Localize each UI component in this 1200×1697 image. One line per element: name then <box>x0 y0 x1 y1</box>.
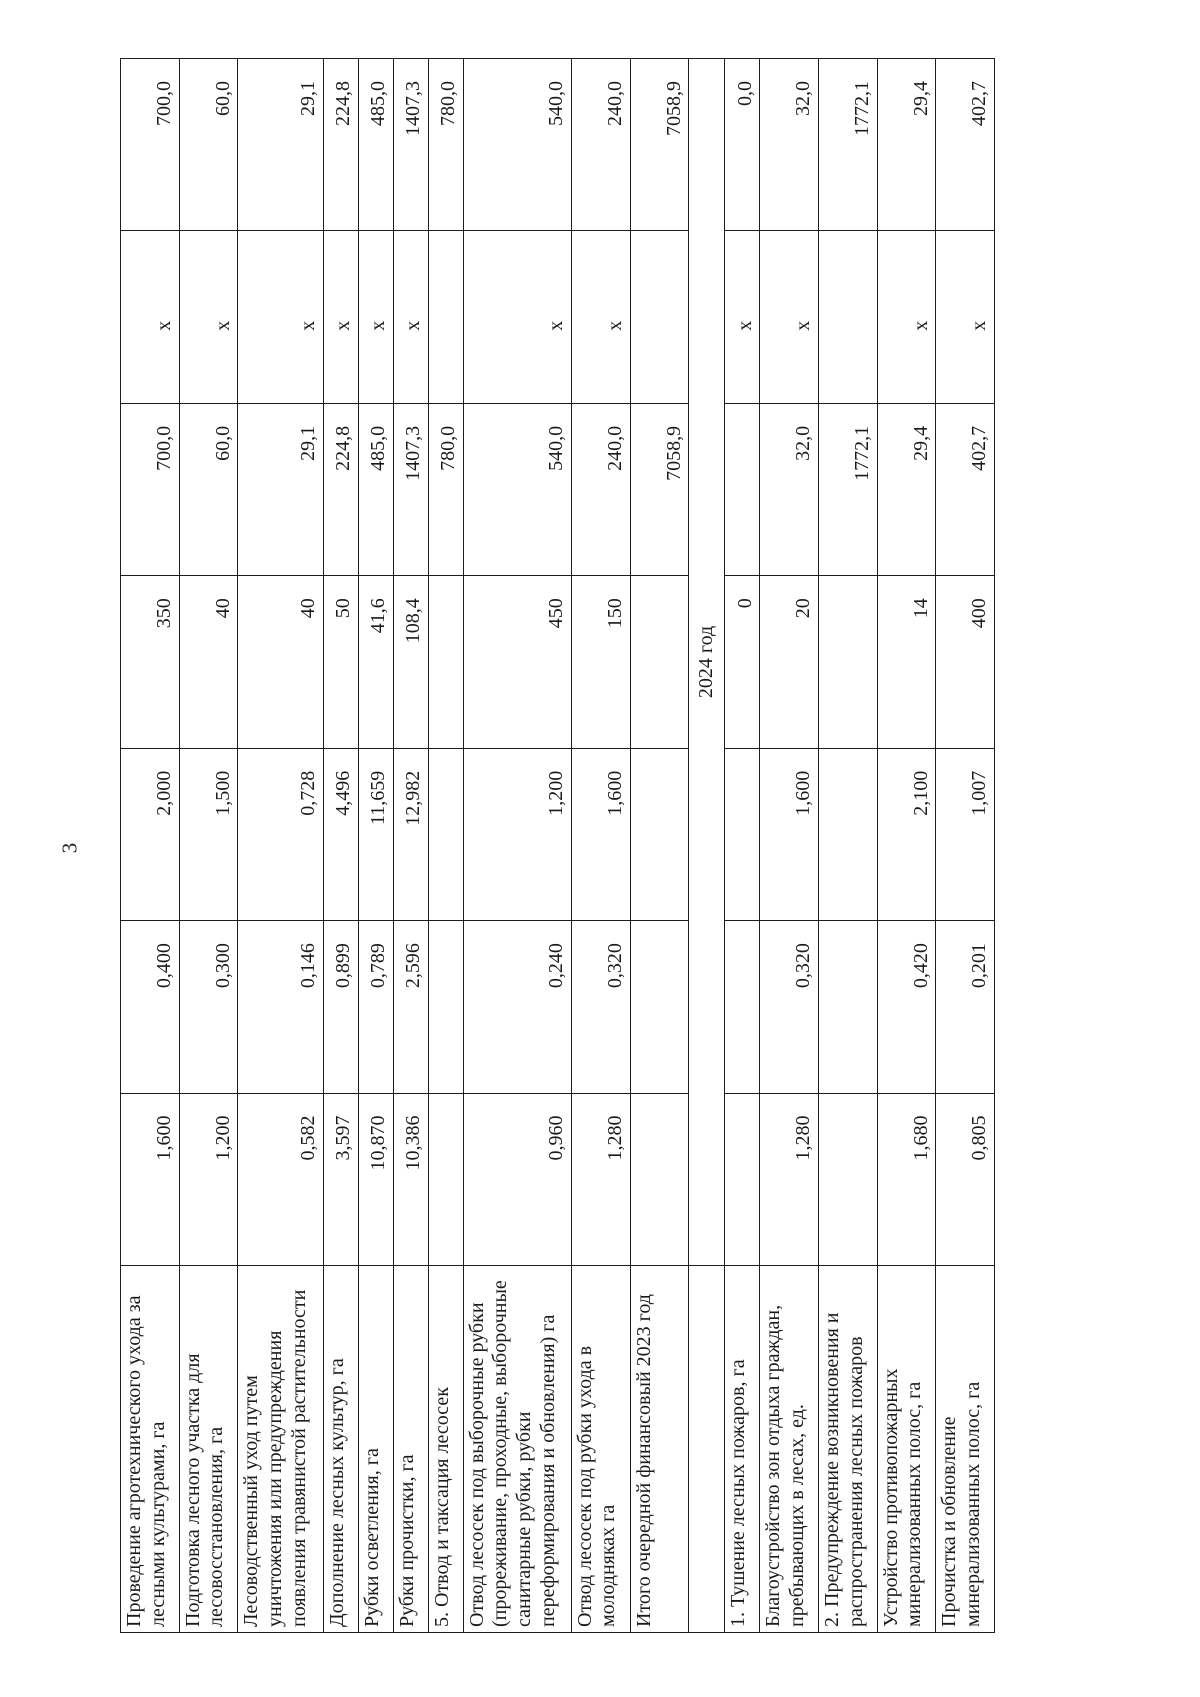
row-name: Лесоводственный уход путем уничтожения или предупреждения появления травянистой растительности <box>238 1265 323 1632</box>
cell-c4 <box>630 576 689 748</box>
cell-c4 <box>428 576 463 748</box>
cell-c4 <box>818 576 877 748</box>
cell-c2 <box>630 921 689 1093</box>
row-name: Итого очередной финансовый 2023 год <box>630 1265 689 1632</box>
cell-c4: 40 <box>179 576 238 748</box>
table-row <box>238 59 323 1633</box>
row-name: Проведение агротехнического ухода за лесными культурами, га <box>121 1265 180 1632</box>
cell-c6 <box>630 231 689 403</box>
cell-c5: 700,0 <box>121 403 180 575</box>
cell-c4: 41,6 <box>358 576 393 748</box>
cell-c5 <box>725 403 760 575</box>
cell-c6 <box>818 231 877 403</box>
row-name: Подготовка лесного участка для лесовосстановления, га <box>179 1265 238 1632</box>
cell-c3: 1,007 <box>936 748 995 920</box>
cell-c1: 10,386 <box>393 1093 428 1265</box>
table-row <box>936 59 995 1633</box>
table-area <box>120 58 995 1633</box>
cell-c3: 0,728 <box>238 748 323 920</box>
cell-c5: 1772,1 <box>818 403 877 575</box>
cell-c6: х <box>571 231 630 403</box>
cell-c4: 400 <box>936 576 995 748</box>
cell-c7: 402,7 <box>936 59 995 231</box>
cell-c4: 150 <box>571 576 630 748</box>
cell-c3: 2,100 <box>877 748 936 920</box>
cell-c3: 1,600 <box>760 748 819 920</box>
table-body-2023 <box>121 59 689 1633</box>
cell-c5: 32,0 <box>760 403 819 575</box>
cell-c4: 20 <box>760 576 819 748</box>
cell-c1: 1,680 <box>877 1093 936 1265</box>
cell-c7: 700,0 <box>121 59 180 231</box>
cell-c1: 1,600 <box>121 1093 180 1265</box>
cell-c1: 10,870 <box>358 1093 393 1265</box>
cell-c1: 1,280 <box>571 1093 630 1265</box>
cell-c7: 29,1 <box>238 59 323 231</box>
cell-c3 <box>725 748 760 920</box>
section-header-2024: 2024 год <box>689 59 725 1266</box>
section-spacer <box>689 1265 725 1632</box>
cell-c3: 11,659 <box>358 748 393 920</box>
cell-c4: 50 <box>323 576 358 748</box>
cell-c1 <box>630 1093 689 1265</box>
cell-c3: 1,200 <box>463 748 571 920</box>
cell-c6: х <box>393 231 428 403</box>
cell-c1: 0,960 <box>463 1093 571 1265</box>
cell-c7: 60,0 <box>179 59 238 231</box>
cell-c6: х <box>936 231 995 403</box>
cell-c7: 780,0 <box>428 59 463 231</box>
cell-c7: 540,0 <box>463 59 571 231</box>
cell-c2: 2,596 <box>393 921 428 1093</box>
cell-c3: 12,982 <box>393 748 428 920</box>
cell-c7: 485,0 <box>358 59 393 231</box>
cell-c4: 108,4 <box>393 576 428 748</box>
table-row <box>571 59 630 1633</box>
table-section-2024 <box>689 59 725 1633</box>
cell-c3 <box>630 748 689 920</box>
table-row <box>760 59 819 1633</box>
cell-c5: 7058,9 <box>630 403 689 575</box>
cell-c7: 1772,1 <box>818 59 877 231</box>
table-row <box>358 59 393 1633</box>
cost-table <box>120 58 995 1633</box>
table-row <box>463 59 571 1633</box>
cell-c5: 402,7 <box>936 403 995 575</box>
cell-c4: 0 <box>725 576 760 748</box>
cell-c2: 0,789 <box>358 921 393 1093</box>
cell-c6: х <box>323 231 358 403</box>
row-name: Благоустройство зон отдыха граждан, пребывающих в лесах, ед. <box>760 1265 819 1632</box>
cell-c1 <box>725 1093 760 1265</box>
row-name: Дополнение лесных культур, га <box>323 1265 358 1632</box>
row-name: Отвод лесосек под выборочные рубки (прореживание, проходные, выборочные санитарные рубки, рубки переформирования и обновления) га <box>463 1265 571 1632</box>
cell-c2: 0,320 <box>571 921 630 1093</box>
table-row <box>179 59 238 1633</box>
cell-c3: 1,500 <box>179 748 238 920</box>
table-row <box>725 59 760 1633</box>
cell-c2: 0,320 <box>760 921 819 1093</box>
cell-c6: х <box>358 231 393 403</box>
cell-c7: 7058,9 <box>630 59 689 231</box>
row-name: Отвод лесосек под рубки ухода в молодняках га <box>571 1265 630 1632</box>
cell-c7: 0,0 <box>725 59 760 231</box>
cell-c3: 1,600 <box>571 748 630 920</box>
cell-c7: 1407,3 <box>393 59 428 231</box>
page-number: 3 <box>57 842 82 854</box>
cell-c2: 0,201 <box>936 921 995 1093</box>
cell-c3: 2,000 <box>121 748 180 920</box>
row-name: Устройство противопожарных минерализованных полос, га <box>877 1265 936 1632</box>
cell-c5: 1407,3 <box>393 403 428 575</box>
cell-c7: 240,0 <box>571 59 630 231</box>
row-name: Рубки прочистки, га <box>393 1265 428 1632</box>
cell-c1: 1,280 <box>760 1093 819 1265</box>
cell-c3 <box>818 748 877 920</box>
table-body-2024 <box>725 59 995 1633</box>
cell-c2: 0,240 <box>463 921 571 1093</box>
cell-c2: 0,420 <box>877 921 936 1093</box>
cell-c6: х <box>238 231 323 403</box>
cell-c1: 3,597 <box>323 1093 358 1265</box>
cell-c1: 0,582 <box>238 1093 323 1265</box>
cell-c5: 29,1 <box>238 403 323 575</box>
row-name: Рубки осветления, га <box>358 1265 393 1632</box>
cell-c1: 1,200 <box>179 1093 238 1265</box>
section-row <box>689 59 725 1633</box>
cell-c1: 0,805 <box>936 1093 995 1265</box>
table-row <box>818 59 877 1633</box>
cell-c6: х <box>121 231 180 403</box>
cell-c6: х <box>877 231 936 403</box>
table-row <box>428 59 463 1633</box>
cell-c4: 14 <box>877 576 936 748</box>
cell-c7: 32,0 <box>760 59 819 231</box>
cell-c2 <box>818 921 877 1093</box>
cell-c4: 450 <box>463 576 571 748</box>
row-name: 5. Отвод и таксация лесосек <box>428 1265 463 1632</box>
cell-c5: 780,0 <box>428 403 463 575</box>
table-row <box>877 59 936 1633</box>
cell-c3 <box>428 748 463 920</box>
cell-c2 <box>725 921 760 1093</box>
cell-c2: 0,146 <box>238 921 323 1093</box>
cell-c2 <box>428 921 463 1093</box>
cell-c5: 540,0 <box>463 403 571 575</box>
table-row <box>393 59 428 1633</box>
row-name: 1. Тушение лесных пожаров, га <box>725 1265 760 1632</box>
cell-c3: 4,496 <box>323 748 358 920</box>
cell-c6: х <box>725 231 760 403</box>
cell-c4: 350 <box>121 576 180 748</box>
row-name: Прочистка и обновление минерализованных полос, га <box>936 1265 995 1632</box>
cell-c1 <box>428 1093 463 1265</box>
cell-c4: 40 <box>238 576 323 748</box>
table-row <box>121 59 180 1633</box>
cell-c2: 0,400 <box>121 921 180 1093</box>
cell-c5: 485,0 <box>358 403 393 575</box>
cell-c5: 240,0 <box>571 403 630 575</box>
cell-c5: 224,8 <box>323 403 358 575</box>
cell-c6: х <box>760 231 819 403</box>
cell-c5: 60,0 <box>179 403 238 575</box>
cell-c7: 224,8 <box>323 59 358 231</box>
cell-c6: х <box>463 231 571 403</box>
cell-c7: 29,4 <box>877 59 936 231</box>
row-name: 2. Предупреждение возникновения и распространения лесных пожаров <box>818 1265 877 1632</box>
cell-c5: 29,4 <box>877 403 936 575</box>
table-row <box>630 59 689 1633</box>
cell-c2: 0,300 <box>179 921 238 1093</box>
cell-c1 <box>818 1093 877 1265</box>
cell-c6 <box>428 231 463 403</box>
cell-c2: 0,899 <box>323 921 358 1093</box>
cell-c6: х <box>179 231 238 403</box>
table-row <box>323 59 358 1633</box>
rotated-table-wrapper <box>120 58 995 1633</box>
